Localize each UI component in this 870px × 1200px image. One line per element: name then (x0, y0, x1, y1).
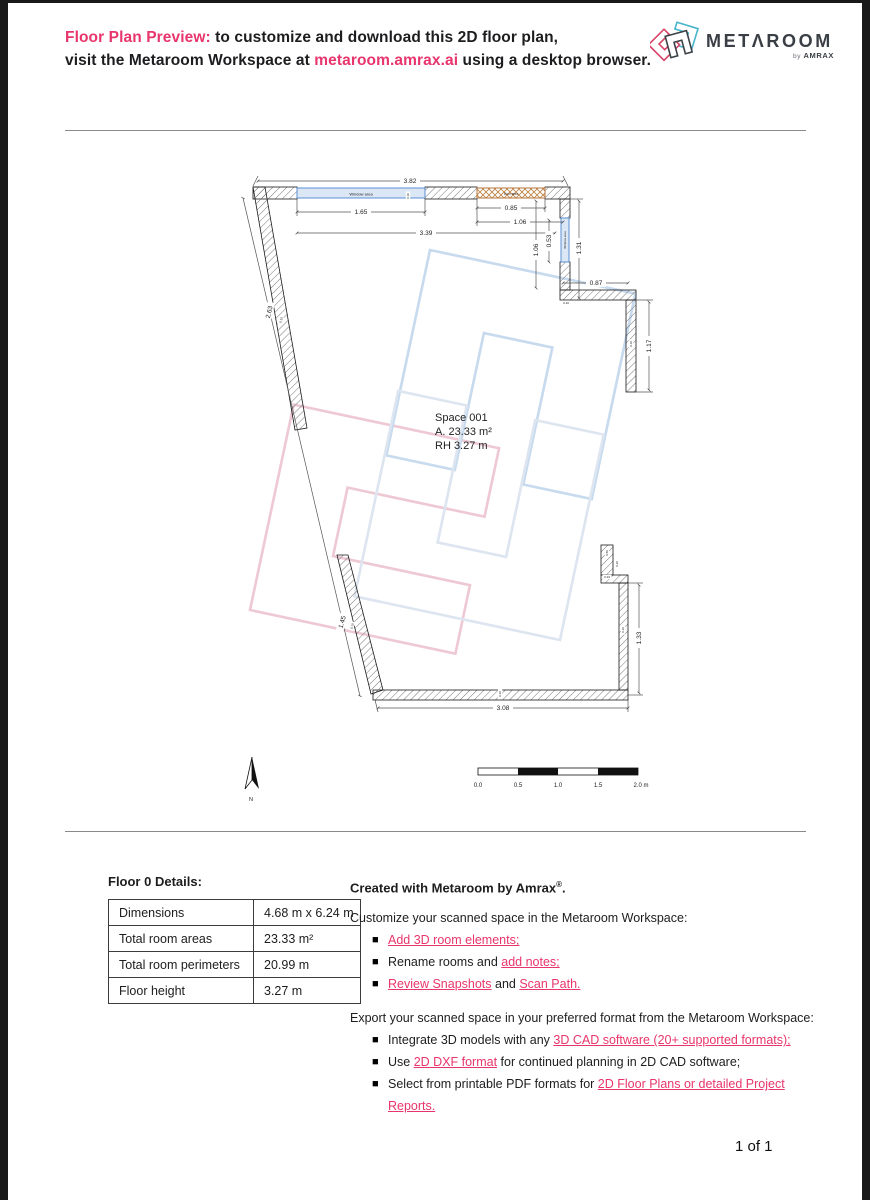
list-item (372, 1051, 820, 1073)
info-column (350, 874, 820, 1129)
logo-brand-text: METΛROOM (706, 31, 833, 51)
review-snapshots-link[interactable]: Review Snapshots (388, 977, 492, 992)
scale-tick: 0.5 (513, 783, 523, 789)
notice-accent: Floor Plan Preview: (65, 29, 211, 46)
scale-tick: 1.5 (593, 783, 603, 789)
divider-bottom (65, 831, 806, 832)
logo-byline (706, 51, 834, 60)
row-key: Dimensions (109, 900, 254, 926)
notice-line2-pre: visit the Metaroom Workspace at (65, 52, 315, 69)
tiny-dim: 0.10 (406, 193, 411, 199)
dim-label: 3.82 (403, 178, 417, 186)
table-row (109, 978, 361, 1004)
dim-label: 1.65 (354, 209, 368, 217)
bullet-icon: ■ (372, 1034, 379, 1047)
viewer-edge-top (0, 0, 870, 3)
space-label (435, 412, 492, 452)
export-heading: Export your scanned space in your preferred format from the Metaroom Workspace: (350, 1011, 814, 1026)
2d-dxf-format-link[interactable]: 2D DXF format (413, 1055, 498, 1070)
export-list (350, 1029, 820, 1117)
dim-label: 1.31 (576, 241, 584, 255)
door-label: Door area (503, 191, 519, 196)
list-item (372, 973, 820, 995)
list-item (372, 1073, 820, 1117)
tiny-dim: 0.50 (605, 550, 610, 556)
bullet-icon: ■ (372, 1078, 379, 1091)
created-with-text: Created with Metaroom by Amrax (350, 880, 557, 896)
row-value: 3.27 m (254, 978, 361, 1004)
add-notes-link[interactable]: add notes; (501, 955, 560, 970)
details-table (108, 899, 361, 1004)
list-item-text: Use (388, 1055, 414, 1070)
dim-label: 1.33 (636, 631, 644, 645)
north-label: N (249, 797, 253, 803)
row-value: 20.99 m (254, 952, 361, 978)
tiny-dim: 0.10 (349, 622, 355, 630)
customize-heading: Customize your scanned space in the Metaroom Workspace: (350, 911, 688, 926)
scale-tick: 2.0 m (633, 783, 649, 789)
tiny-dim: 0.20 (615, 561, 620, 567)
space-area: A. 23.33 m² (435, 426, 492, 438)
table-row (109, 900, 361, 926)
dim-label: 3.08 (496, 705, 510, 713)
customize-list (350, 929, 820, 995)
dim-label: 0.53 (546, 234, 554, 248)
tiny-dim: 0.10 (498, 691, 503, 697)
tiny-dim: 0.23 (604, 575, 610, 580)
tiny-dim: 0.10 (278, 316, 284, 324)
tiny-dim: 0.10 (621, 627, 626, 633)
floor-plan-drawing (0, 130, 870, 831)
row-key: Floor height (109, 978, 254, 1004)
table-row (109, 952, 361, 978)
workspace-url-link[interactable]: metaroom.amrax.ai (314, 52, 459, 69)
tiny-dim: 0.10 (629, 341, 634, 347)
details-title: Floor 0 Details: (108, 874, 202, 889)
list-item-text: Select from printable PDF formats for (388, 1077, 598, 1092)
door (477, 188, 545, 198)
created-with-period: . (562, 880, 566, 896)
scale-bar (474, 768, 649, 789)
list-item (372, 1029, 820, 1051)
bullet-icon: ■ (372, 1056, 379, 1069)
notice-line2-post: using a desktop browser. (458, 52, 651, 69)
tiny-dim: 0.10 (563, 301, 569, 306)
dim-label: 1.06 (513, 219, 527, 227)
list-item-text: Rename rooms and (388, 955, 502, 970)
window-top-label: Window area (349, 191, 373, 197)
row-key: Total room areas (109, 926, 254, 952)
dim-label: 1.45 (337, 615, 348, 630)
metaroom-logo (650, 18, 840, 72)
logo-byline-name: AMRAX (803, 51, 834, 60)
add-3d-room-elements-link[interactable]: Add 3D room elements; (388, 933, 520, 948)
list-item-text: Integrate 3D models with any (388, 1033, 554, 1048)
row-key: Total room perimeters (109, 952, 254, 978)
dim-label: 3.39 (419, 230, 433, 238)
row-value: 23.33 m² (254, 926, 361, 952)
created-with-title (350, 874, 820, 899)
dim-label: 1.17 (646, 339, 654, 353)
bullet-icon: ■ (372, 934, 379, 947)
dim-label: 1.06 (533, 243, 541, 257)
list-item (372, 951, 820, 973)
logo-byline-by: by (793, 53, 804, 60)
space-name: Space 001 (435, 412, 488, 424)
dim-label: 0.87 (589, 280, 603, 288)
scale-tick: 1.0 (553, 783, 563, 789)
registered-mark: ® (556, 880, 563, 889)
window-right-label: Window area (563, 231, 567, 249)
list-item-text: and (491, 977, 520, 992)
list-item-text: for continued planning in 2D CAD software; (497, 1055, 741, 1070)
notice-line1: to customize and download this 2D floor plan, (210, 29, 559, 46)
2d-floor-plans-reports-link[interactable]: 2D Floor Plans or detailed Project Reports. (388, 1077, 785, 1114)
dim-label: 0.85 (504, 205, 518, 213)
table-row (109, 926, 361, 952)
bullet-icon: ■ (372, 978, 379, 991)
row-value: 4.68 m x 6.24 m (254, 900, 361, 926)
north-arrow-icon (245, 757, 259, 803)
page-number: 1 of 1 (735, 1138, 773, 1155)
list-item (372, 929, 820, 951)
space-height: RH 3.27 m (435, 440, 488, 452)
dim-label: 2.63 (264, 305, 275, 320)
header-notice (65, 26, 651, 72)
metaroom-logo-icon (650, 20, 700, 70)
3d-cad-software-link[interactable]: 3D CAD software (20+ supported formats); (553, 1033, 791, 1048)
bullet-icon: ■ (372, 956, 379, 969)
scan-path-link[interactable]: Scan Path. (519, 977, 581, 992)
scale-tick: 0.0 (473, 783, 483, 789)
